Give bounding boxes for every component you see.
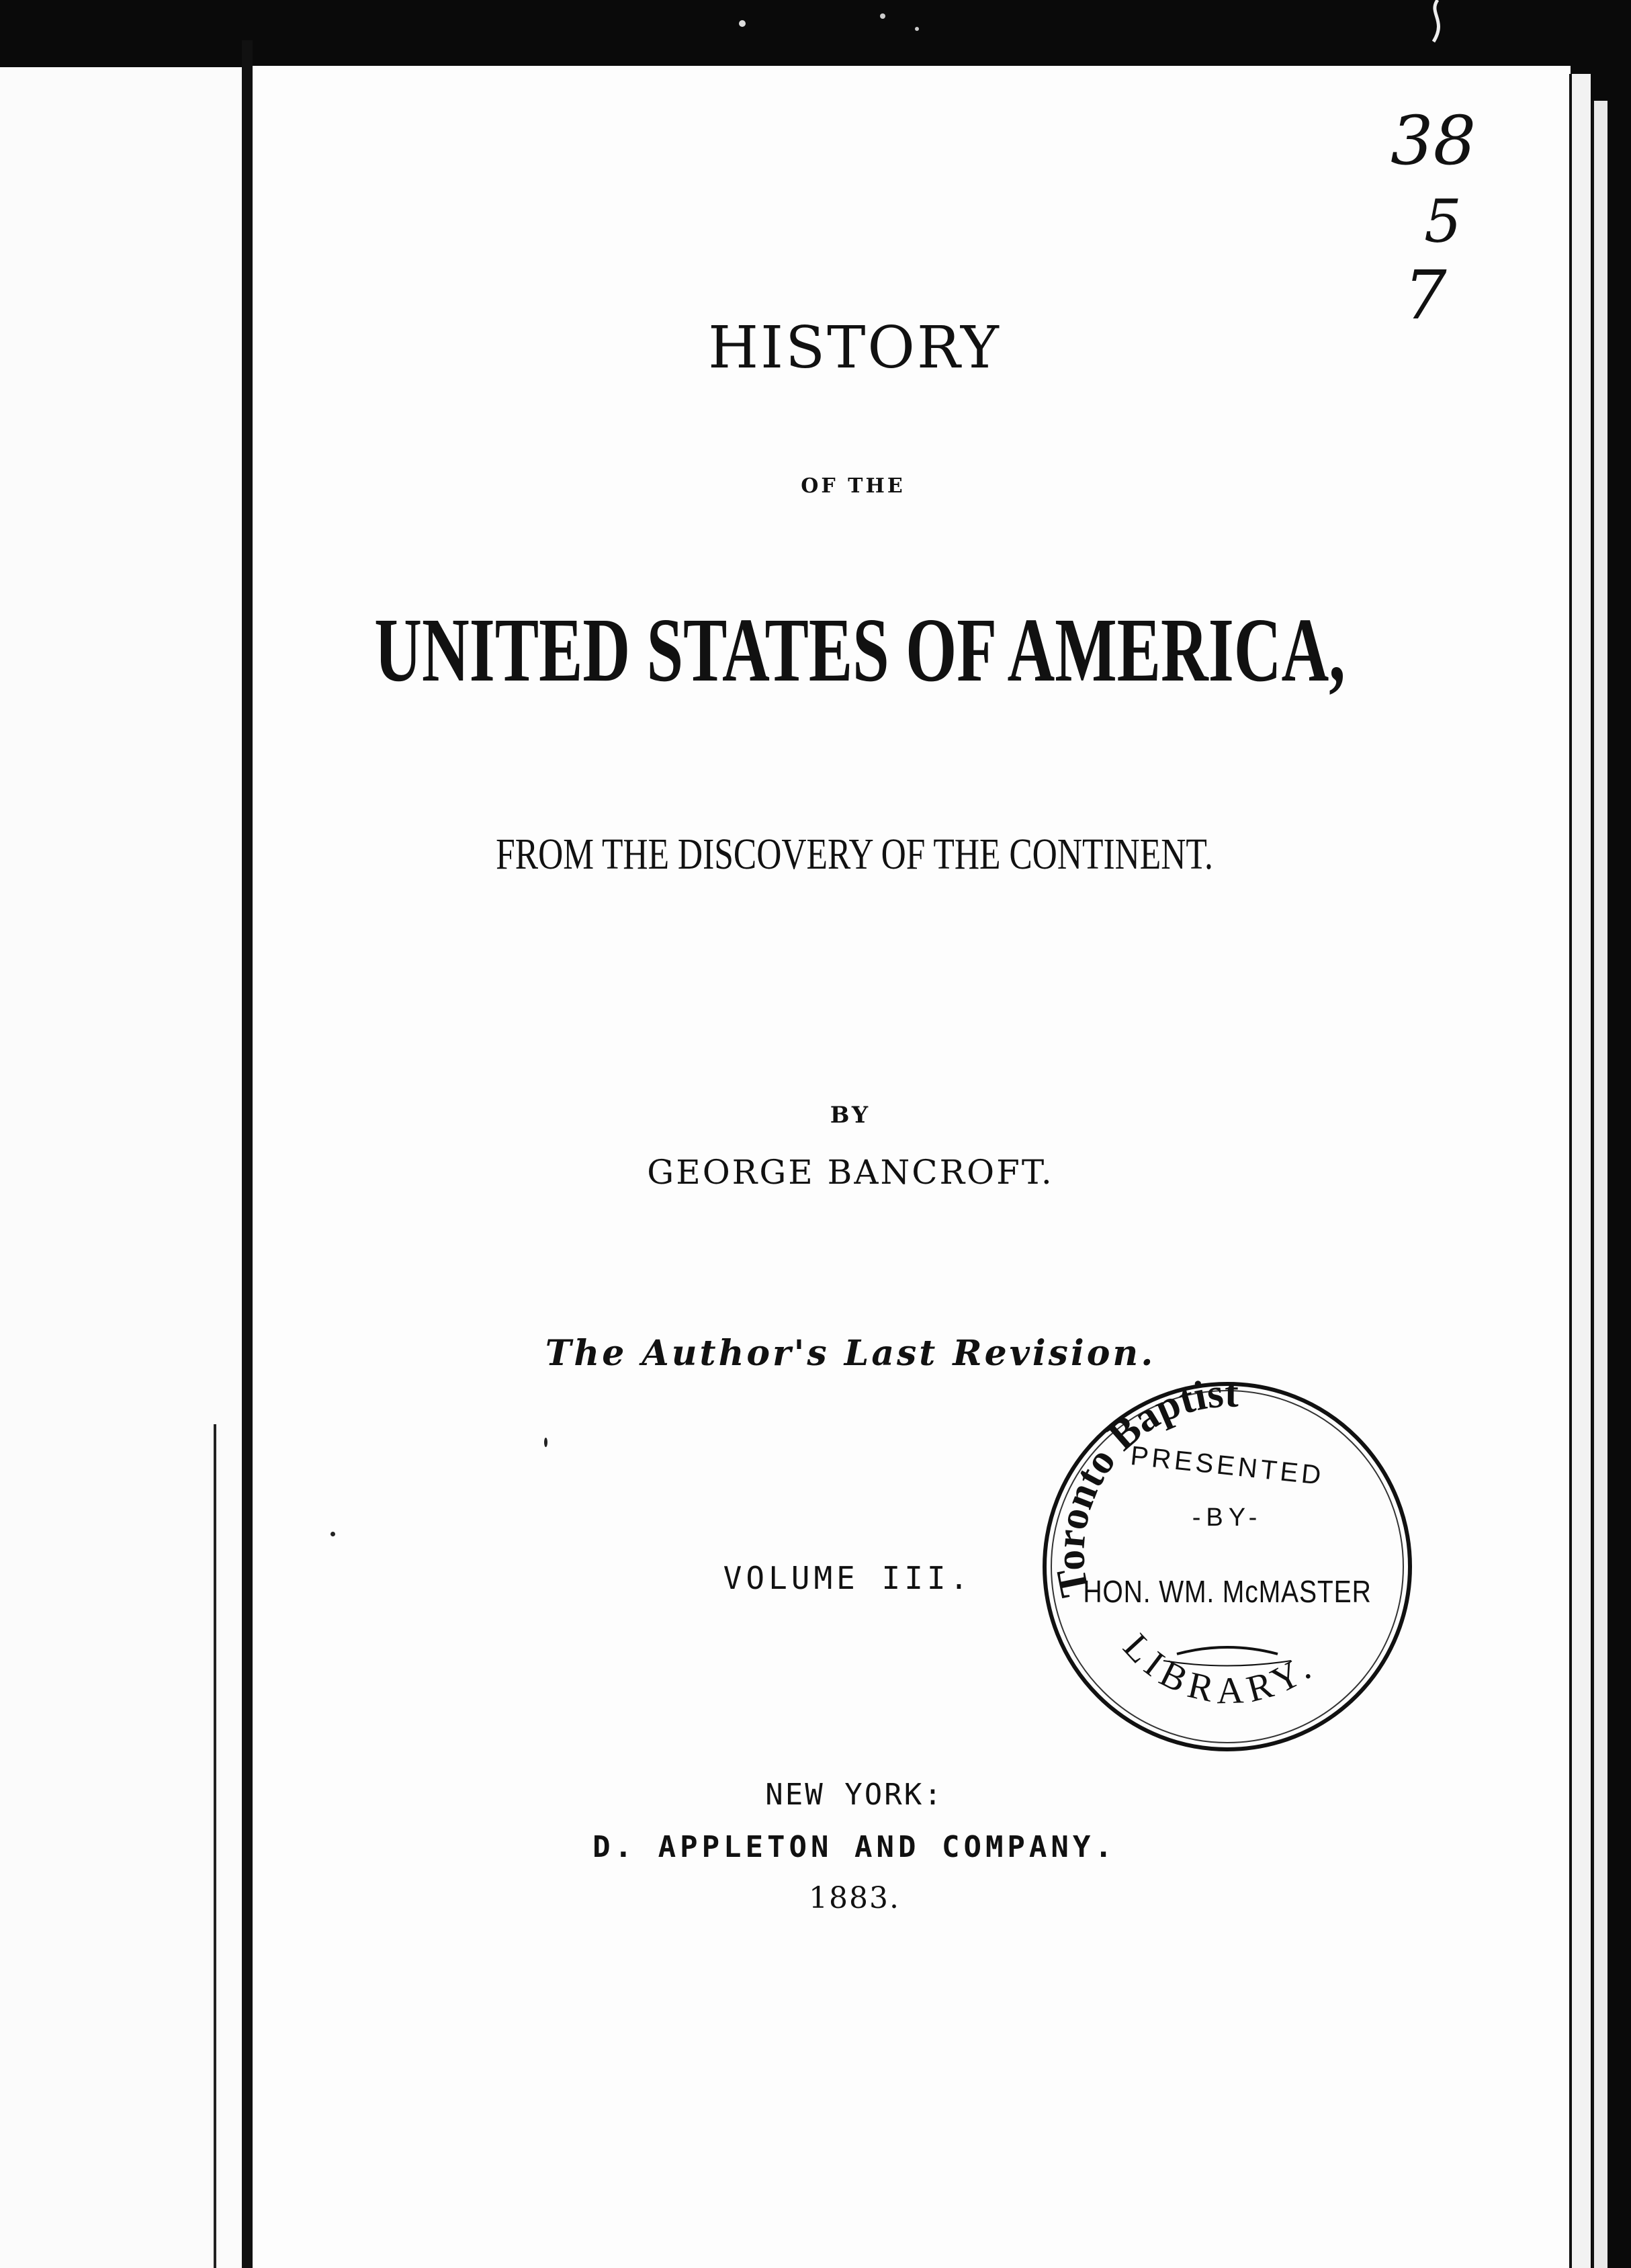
book-title-subject: UNITED STATES OF AMERICA, xyxy=(374,600,1346,701)
book-title: HISTORY xyxy=(708,314,1001,382)
scan-speck xyxy=(880,13,885,19)
stamp-by: -BY- xyxy=(1192,1503,1263,1532)
stamp-presented: PRESENTED xyxy=(1129,1440,1326,1491)
title-connector: OF THE xyxy=(801,474,906,498)
edition-note: The Author's Last Revision. xyxy=(545,1333,1156,1374)
scan-speck xyxy=(915,27,919,31)
page-edge xyxy=(1569,74,1591,2268)
imprint-publisher: D. APPLETON AND COMPANY. xyxy=(592,1830,1116,1864)
library-stamp xyxy=(1036,1372,1419,1755)
imprint-year: 1883. xyxy=(809,1881,900,1915)
stamp-arc-bottom: LIBRARY. xyxy=(1114,1626,1324,1712)
shelfmark-line: 7 xyxy=(1404,256,1447,335)
svg-text:Toronto Baptist xyxy=(1047,1372,1239,1601)
stamp-donor: HON. WM. McMASTER xyxy=(1083,1574,1372,1609)
scan-speck xyxy=(330,1532,335,1536)
page-edge xyxy=(1592,101,1607,2268)
author-name: GEORGE BANCROFT. xyxy=(647,1153,1054,1192)
book-gutter xyxy=(242,40,253,2268)
svg-text:LIBRARY. xyxy=(1115,1626,1323,1712)
scan-speck xyxy=(739,20,746,27)
shelfmark-line: 5 xyxy=(1424,187,1462,256)
left-page-fold-line xyxy=(214,1424,216,2268)
book-subtitle: FROM THE DISCOVERY OF THE CONTINENT. xyxy=(496,830,1213,879)
shelfmark-line: 38 xyxy=(1391,101,1476,180)
stamp-arc-top: Toronto Baptist xyxy=(1047,1372,1239,1601)
handwritten-shelfmark xyxy=(1384,94,1518,336)
imprint-city: NEW YORK: xyxy=(765,1778,944,1812)
bookmark-ribbon-icon xyxy=(1424,0,1451,47)
left-page xyxy=(0,67,242,2268)
stamp-seal-icon xyxy=(1036,1372,1419,1755)
volume-number: VOLUME III. xyxy=(723,1560,973,1596)
byline-label: BY xyxy=(830,1102,871,1129)
scan-speck xyxy=(544,1438,547,1447)
